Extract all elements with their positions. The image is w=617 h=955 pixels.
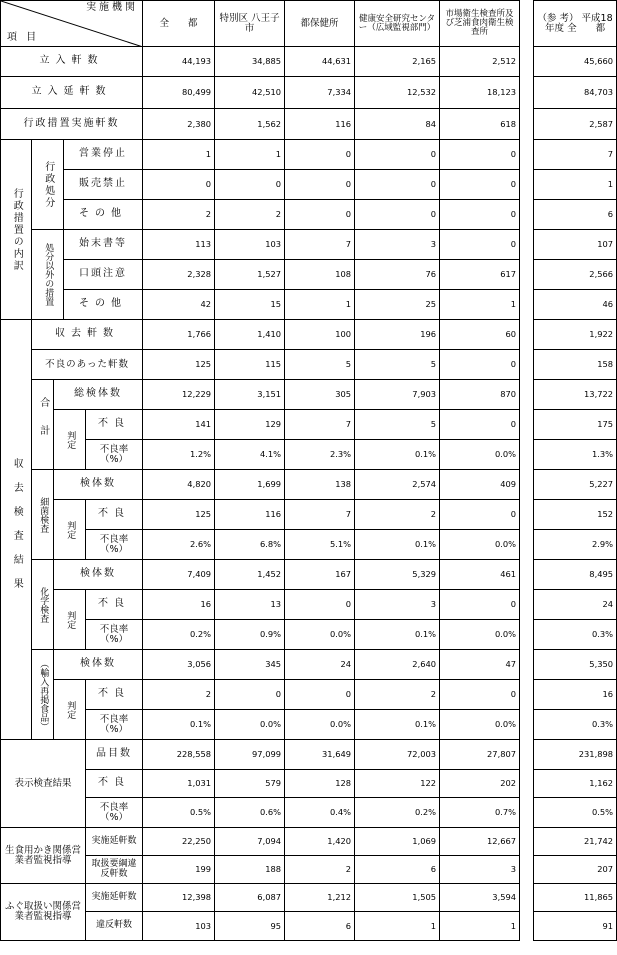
cell: 3 bbox=[355, 230, 440, 260]
cell: 0 bbox=[440, 500, 520, 530]
cell: 2,587 bbox=[534, 109, 617, 140]
subgroup-label: 行政処分 bbox=[32, 140, 64, 230]
cell: 1 bbox=[534, 170, 617, 200]
cell: 0 bbox=[285, 590, 355, 620]
cell: 95 bbox=[215, 912, 285, 941]
cell: 2 bbox=[285, 856, 355, 884]
cell: 0.0% bbox=[285, 710, 355, 740]
row-label: 立入軒数 bbox=[1, 47, 143, 77]
cell: 2,165 bbox=[355, 47, 440, 77]
row-label: 違反軒数 bbox=[86, 912, 143, 941]
cell: 345 bbox=[215, 650, 285, 680]
cell: 1,922 bbox=[534, 320, 617, 350]
cell: 1.2% bbox=[143, 440, 215, 470]
cell: 617 bbox=[440, 260, 520, 290]
cell: 24 bbox=[285, 650, 355, 680]
cell: 84 bbox=[355, 109, 440, 140]
cell: 0 bbox=[285, 170, 355, 200]
cell: 2,512 bbox=[440, 47, 520, 77]
row-label: 不良 bbox=[86, 680, 143, 710]
cell: 7 bbox=[534, 140, 617, 170]
cell: 152 bbox=[534, 500, 617, 530]
cell: 108 bbox=[285, 260, 355, 290]
cell: 2 bbox=[215, 200, 285, 230]
cell: 116 bbox=[285, 109, 355, 140]
cell: 0 bbox=[440, 410, 520, 440]
cell: 207 bbox=[534, 856, 617, 884]
row-label: 総検体数 bbox=[54, 380, 143, 410]
row-label: 不良 bbox=[86, 590, 143, 620]
cell: 80,499 bbox=[143, 77, 215, 109]
cell: 91 bbox=[534, 912, 617, 941]
cell: 0.2% bbox=[355, 798, 440, 828]
cell: 31,649 bbox=[285, 740, 355, 770]
cell: 42,510 bbox=[215, 77, 285, 109]
cell: 3 bbox=[440, 856, 520, 884]
judge-label: 判定 bbox=[54, 410, 86, 470]
header-col-market-inspection: 市場衛生検査所及び芝浦食肉衛生検査所 bbox=[440, 1, 520, 47]
group-label: 生食用かき関係営業者監視指導 bbox=[1, 828, 86, 884]
cell: 34,885 bbox=[215, 47, 285, 77]
cell: 0.6% bbox=[215, 798, 285, 828]
cell: 2,380 bbox=[143, 109, 215, 140]
cell: 231,898 bbox=[534, 740, 617, 770]
judge-label: 判定 bbox=[54, 500, 86, 560]
cell: 305 bbox=[285, 380, 355, 410]
cell: 7 bbox=[285, 500, 355, 530]
cell: 0.0% bbox=[215, 710, 285, 740]
cell: 5,329 bbox=[355, 560, 440, 590]
row-label: 行政措置実施軒数 bbox=[1, 109, 143, 140]
cell: 188 bbox=[215, 856, 285, 884]
cell: 0.3% bbox=[534, 620, 617, 650]
cell: 12,532 bbox=[355, 77, 440, 109]
cell: 0.5% bbox=[143, 798, 215, 828]
row-label: 不良のあった軒数 bbox=[32, 350, 143, 380]
cell: 0.4% bbox=[285, 798, 355, 828]
header-corner-bottom: 項 目 bbox=[7, 31, 40, 43]
cell: 0.1% bbox=[355, 530, 440, 560]
row-label: 不良率（%） bbox=[86, 798, 143, 828]
cell: 2.3% bbox=[285, 440, 355, 470]
cell: 5,350 bbox=[534, 650, 617, 680]
cell: 0 bbox=[143, 170, 215, 200]
cell: 44,193 bbox=[143, 47, 215, 77]
cell: 5 bbox=[355, 410, 440, 440]
cell: 461 bbox=[440, 560, 520, 590]
row-label: 実施延軒数 bbox=[86, 884, 143, 912]
cell: 196 bbox=[355, 320, 440, 350]
group-label: 行政措置の内訳 bbox=[1, 140, 32, 320]
judge-label: 判定 bbox=[54, 590, 86, 650]
cell: 1,420 bbox=[285, 828, 355, 856]
cell: 167 bbox=[285, 560, 355, 590]
cell: 3 bbox=[355, 590, 440, 620]
cell: 100 bbox=[285, 320, 355, 350]
judge-label: 判定 bbox=[54, 680, 86, 740]
cell: 24 bbox=[534, 590, 617, 620]
group-label: 収去検査結果 bbox=[1, 320, 32, 740]
row-label: 不良 bbox=[86, 410, 143, 440]
cell: 6.8% bbox=[215, 530, 285, 560]
cell: 2 bbox=[355, 680, 440, 710]
cell: 0.7% bbox=[440, 798, 520, 828]
cell: 0.0% bbox=[440, 530, 520, 560]
cell: 11,865 bbox=[534, 884, 617, 912]
cell: 0 bbox=[440, 350, 520, 380]
cell: 1,699 bbox=[215, 470, 285, 500]
row-label: 不良率（%） bbox=[86, 530, 143, 560]
cell: 42 bbox=[143, 290, 215, 320]
cell: 1 bbox=[215, 140, 285, 170]
cell: 44,631 bbox=[285, 47, 355, 77]
row-label: 検体数 bbox=[54, 650, 143, 680]
cell: 116 bbox=[215, 500, 285, 530]
cell: 16 bbox=[534, 680, 617, 710]
cell: 4.1% bbox=[215, 440, 285, 470]
cell: 1 bbox=[143, 140, 215, 170]
cell: 6 bbox=[285, 912, 355, 941]
header-col-reference: （参 考） 平成18年度 全 都 bbox=[534, 1, 617, 47]
cell: 0 bbox=[215, 680, 285, 710]
cell: 1,162 bbox=[534, 770, 617, 798]
cell: 0 bbox=[355, 140, 440, 170]
cell: 0 bbox=[440, 590, 520, 620]
subgroup-label: 化学検査 bbox=[32, 560, 54, 650]
header-row bbox=[1, 1, 617, 47]
cell: 16 bbox=[143, 590, 215, 620]
row-label: 品目数 bbox=[86, 740, 143, 770]
row-label: 不良 bbox=[86, 770, 143, 798]
cell: 46 bbox=[534, 290, 617, 320]
row-label: 不良 bbox=[86, 500, 143, 530]
cell: 158 bbox=[534, 350, 617, 380]
cell: 6,087 bbox=[215, 884, 285, 912]
cell: 122 bbox=[355, 770, 440, 798]
cell: 113 bbox=[143, 230, 215, 260]
cell: 12,229 bbox=[143, 380, 215, 410]
cell: 409 bbox=[440, 470, 520, 500]
cell: 45,660 bbox=[534, 47, 617, 77]
cell: 5 bbox=[285, 350, 355, 380]
row-label: 収去軒数 bbox=[32, 320, 143, 350]
cell: 128 bbox=[285, 770, 355, 798]
cell: 47 bbox=[440, 650, 520, 680]
cell: 0.0% bbox=[285, 620, 355, 650]
cell: 2,640 bbox=[355, 650, 440, 680]
subgroup-label: （輸入再掲食品） bbox=[32, 650, 54, 740]
header-corner bbox=[1, 1, 143, 47]
cell: 0 bbox=[215, 170, 285, 200]
cell: 0.9% bbox=[215, 620, 285, 650]
cell: 579 bbox=[215, 770, 285, 798]
cell: 3,594 bbox=[440, 884, 520, 912]
header-col-health-center: 都保健所 bbox=[285, 1, 355, 47]
cell: 76 bbox=[355, 260, 440, 290]
cell: 2.6% bbox=[143, 530, 215, 560]
row-label: 検体数 bbox=[54, 560, 143, 590]
cell: 0 bbox=[355, 170, 440, 200]
cell: 138 bbox=[285, 470, 355, 500]
cell: 1 bbox=[440, 290, 520, 320]
row-label: 検体数 bbox=[54, 470, 143, 500]
cell: 15 bbox=[215, 290, 285, 320]
cell: 125 bbox=[143, 500, 215, 530]
cell: 6 bbox=[355, 856, 440, 884]
cell: 2,328 bbox=[143, 260, 215, 290]
cell: 1,212 bbox=[285, 884, 355, 912]
cell: 7,903 bbox=[355, 380, 440, 410]
cell: 1,766 bbox=[143, 320, 215, 350]
cell: 141 bbox=[143, 410, 215, 440]
row-label: 始末書等 bbox=[64, 230, 143, 260]
cell: 0 bbox=[355, 200, 440, 230]
cell: 0 bbox=[285, 140, 355, 170]
cell: 0.2% bbox=[143, 620, 215, 650]
cell: 97,099 bbox=[215, 740, 285, 770]
cell: 0 bbox=[440, 170, 520, 200]
cell: 2,566 bbox=[534, 260, 617, 290]
cell: 72,003 bbox=[355, 740, 440, 770]
group-label: 表示検査結果 bbox=[1, 740, 86, 828]
row-label: 不良率（%） bbox=[86, 620, 143, 650]
cell: 125 bbox=[143, 350, 215, 380]
row-label: 立入延軒数 bbox=[1, 77, 143, 109]
cell: 18,123 bbox=[440, 77, 520, 109]
cell: 1,452 bbox=[215, 560, 285, 590]
cell: 103 bbox=[215, 230, 285, 260]
cell: 129 bbox=[215, 410, 285, 440]
cell: 0.1% bbox=[355, 440, 440, 470]
row-label: 口頭注意 bbox=[64, 260, 143, 290]
cell: 0 bbox=[440, 200, 520, 230]
cell: 1,562 bbox=[215, 109, 285, 140]
cell: 0.3% bbox=[534, 710, 617, 740]
cell: 2 bbox=[143, 680, 215, 710]
cell: 7 bbox=[285, 230, 355, 260]
row-label: 実施延軒数 bbox=[86, 828, 143, 856]
cell: 21,742 bbox=[534, 828, 617, 856]
cell: 6 bbox=[534, 200, 617, 230]
cell: 1,410 bbox=[215, 320, 285, 350]
row-label: 営業停止 bbox=[64, 140, 143, 170]
row-label: 販売禁止 bbox=[64, 170, 143, 200]
cell: 13 bbox=[215, 590, 285, 620]
cell: 0.0% bbox=[440, 710, 520, 740]
header-col-special-ward: 特別区 八王子市 bbox=[215, 1, 285, 47]
cell: 1.3% bbox=[534, 440, 617, 470]
cell: 0.5% bbox=[534, 798, 617, 828]
row-label: 不良率（%） bbox=[86, 710, 143, 740]
cell: 22,250 bbox=[143, 828, 215, 856]
column-gap bbox=[520, 1, 534, 941]
cell: 0 bbox=[440, 680, 520, 710]
cell: 3,056 bbox=[143, 650, 215, 680]
cell: 0 bbox=[285, 680, 355, 710]
cell: 1,505 bbox=[355, 884, 440, 912]
cell: 8,495 bbox=[534, 560, 617, 590]
cell: 1,527 bbox=[215, 260, 285, 290]
subgroup-label: 処分以外の措置 bbox=[32, 230, 64, 320]
header-corner-top: 実施機関 bbox=[86, 2, 139, 13]
cell: 0.0% bbox=[440, 620, 520, 650]
header-col-all: 全 都 bbox=[143, 1, 215, 47]
subgroup-label: 細菌検査 bbox=[32, 470, 54, 560]
cell: 1,069 bbox=[355, 828, 440, 856]
cell: 5.1% bbox=[285, 530, 355, 560]
cell: 0 bbox=[285, 200, 355, 230]
cell: 1,031 bbox=[143, 770, 215, 798]
cell: 3,151 bbox=[215, 380, 285, 410]
cell: 0.1% bbox=[143, 710, 215, 740]
cell: 115 bbox=[215, 350, 285, 380]
row-label: その他 bbox=[64, 200, 143, 230]
row-label: 取扱要綱違反軒数 bbox=[86, 856, 143, 884]
cell: 84,703 bbox=[534, 77, 617, 109]
cell: 7,334 bbox=[285, 77, 355, 109]
cell: 5,227 bbox=[534, 470, 617, 500]
cell: 2 bbox=[143, 200, 215, 230]
cell: 199 bbox=[143, 856, 215, 884]
cell: 618 bbox=[440, 109, 520, 140]
cell: 1 bbox=[285, 290, 355, 320]
cell: 0.0% bbox=[440, 440, 520, 470]
cell: 12,398 bbox=[143, 884, 215, 912]
cell: 107 bbox=[534, 230, 617, 260]
cell: 0 bbox=[440, 230, 520, 260]
cell: 228,558 bbox=[143, 740, 215, 770]
cell: 60 bbox=[440, 320, 520, 350]
cell: 870 bbox=[440, 380, 520, 410]
cell: 2 bbox=[355, 500, 440, 530]
cell: 202 bbox=[440, 770, 520, 798]
cell: 0.1% bbox=[355, 710, 440, 740]
cell: 2.9% bbox=[534, 530, 617, 560]
subgroup-label: 合計 bbox=[32, 380, 54, 470]
cell: 1 bbox=[355, 912, 440, 941]
row-label: その他 bbox=[64, 290, 143, 320]
cell: 27,807 bbox=[440, 740, 520, 770]
cell: 175 bbox=[534, 410, 617, 440]
cell: 13,722 bbox=[534, 380, 617, 410]
cell: 4,820 bbox=[143, 470, 215, 500]
cell: 0.1% bbox=[355, 620, 440, 650]
cell: 103 bbox=[143, 912, 215, 941]
cell: 1 bbox=[440, 912, 520, 941]
cell: 12,667 bbox=[440, 828, 520, 856]
group-label: ふぐ取扱い関係営業者監視指導 bbox=[1, 884, 86, 941]
cell: 25 bbox=[355, 290, 440, 320]
header-col-research-center: 健康安全研究センター（広域監視部門） bbox=[355, 1, 440, 47]
cell: 7,409 bbox=[143, 560, 215, 590]
row-label: 不良率（%） bbox=[86, 440, 143, 470]
cell: 2,574 bbox=[355, 470, 440, 500]
cell: 7,094 bbox=[215, 828, 285, 856]
cell: 0 bbox=[440, 140, 520, 170]
cell: 7 bbox=[285, 410, 355, 440]
cell: 5 bbox=[355, 350, 440, 380]
